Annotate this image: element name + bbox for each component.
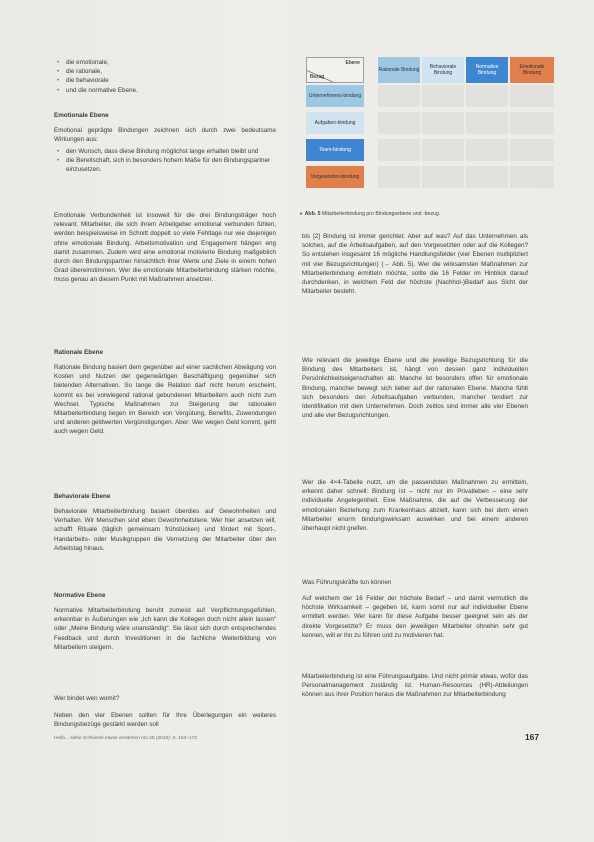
paragraph-right-5: Mitarbeiterbindung ist eine Führungsaufgabe. Und nicht primär etwas, wofür das Personalmanagement zuständig ist. Human-Resources (HR)-Abteilungen können aus ihrer Position heraus die Maßnahmen zur Mitarbeiterbindung xyxy=(302,673,528,699)
matrix-cell xyxy=(466,85,508,107)
matrix-cell xyxy=(466,139,508,161)
corner-label-bezug: Bezug xyxy=(310,74,325,80)
matrix-cell xyxy=(466,112,508,134)
matrix-cell xyxy=(466,166,508,188)
paragraph-right-4: Auf welchem der 16 Felder der höchste Bedarf – und damit vermutlich die höchste Wirksamkeit – gegeben ist, kann somit nur auf individueller Ebene ermittelt werden. Wer kann für diese Aufgabe besser geeignet sein als der direkte Vorgesetzte? Er muss den jeweiligen Mitarbeiter ohnehin sehr gut kennen, will er ihn zu führen und zu motivieren hat. xyxy=(302,595,528,639)
matrix-cell xyxy=(378,166,420,188)
list-item: • die Bereitschaft, sich in besonders hohem Maße für den Bindungspartner einzusetzen. xyxy=(54,156,276,174)
column-header-behavioral: Behaviorale Bindung xyxy=(422,57,464,83)
paragraph-right-1: bis [2] Bindung ist immer gerichtet: Aber auf was? Auf das Unternehmen als solches, auf die Arbeitsaufgaben, auf den Vorgesetzten oder auf die Kollegen? So entstehen insgesamt 16 mögliche Handlungsfelder (vier Ebenen multipliziert mit vier Bezugsrichtungen) (→ Abb. 5). Wer die wirksamsten Maßnahmen zur Mitarbeiterbindung ermitteln möchte, sollte die 16 Felder im Hinblick darauf durchdenken, in welchem Feld der höchste (Nachhol-)Bedarf aus Sicht der Mitarbeiter besteht. xyxy=(302,233,528,296)
binding-matrix-figure xyxy=(306,57,594,207)
paragraph-emotional-body: Emotionale Verbundenheit ist insoweit für die drei Bindungsträger hoch relevant. Mitarbeiter, die sich ihrem Arbeitgeber emotional verbunden fühlen, werden beispielsweise im Schnitt doppelt so viele Fehltage nur wie diejenigen ohne emotionale Bindung. Arbeitsmotivation und Engagement hängen eng damit zusammen. Zudem wird eine emotional motivierte Bindung maßgeblich durch den Bindungspartner hinsichtlich ihrer Werte und Ziele in einem hohen Grad übereinstimmen. Wer die emotionale Mitarbeiterbindung stärken möchte, muss genau an diesem Punkt mit Maßnahmen ansetzen. xyxy=(54,212,276,284)
list-item: • die behaviorale xyxy=(54,76,276,85)
paragraph-right-3: Wer die 4×4-Tabelle nutzt, um die passendsten Maßnahmen zu ermitteln, erkennt daher schnell: Bindung ist – nicht nur im Privatleben – eine sehr individuelle Angelegenheit. Eine Maßnahme, die auf die Verbesserung der emotionalen Beziehung zum Krankenhaus abzielt, kann sich bei dem einen Mitarbeiter enorm bindungswirksam auswirken und bei einem anderen überhaupt nicht greifen. xyxy=(302,479,528,533)
heading-emotional: Emotionale Ebene xyxy=(54,112,109,119)
matrix-cell xyxy=(510,112,554,134)
list-item: • und die normative Ebene. xyxy=(54,86,276,95)
matrix-cell xyxy=(378,112,420,134)
list-item: • die rationale, xyxy=(54,67,276,76)
matrix-cell xyxy=(422,85,464,107)
column-header-rational: Rationale Bindung xyxy=(378,57,420,83)
matrix-cell xyxy=(422,166,464,188)
caption-label: Abb. 5 xyxy=(304,211,321,217)
matrix-cell xyxy=(510,166,554,188)
heading-fuehrungskraefte: Was Führungskräfte tun können xyxy=(302,579,392,586)
paragraph-right-2: Wie relevant die jeweilige Ebene und die jeweilige Bezugsrichtung für die Bindung des Mitarbeiters ist, hängt von dessen ganz individuellen Persönlichkeitseigenschaften ab: Manche ist besonders offen für emotionale Bindung, mancher bewegt sich lieber auf der rationalen Ebene. Manche fühlt sich besonders den Arbeitsaufgaben verbunden, mancher tendiert zur Identifikation mit dem Unternehmen. Doch zeitlos sind immer alle vier Ebenen und alle vier Bezugsrichtungen. xyxy=(302,357,528,420)
footer-citation: Heilb... siehe Schlussel etwas verstehen hm 28 (2019): S. 163–173 xyxy=(54,736,197,741)
paragraph-rational: Rationale Bindung basiert dem gegenüber auf einer sachlichen Abwägung von Kosten und Nutzen der gegenwärtigen Beschäftigung gegenüber sich bietenden Alternativen. So lange die Relation darf nicht herum erscheint, kommt es bei vorwiegend rational gebundenen Mitarbeitern auch nicht zum Wechsel. Typische Maßnahmen zur Steigerung der rationalen Mitarbeiterbindung liegen im Bereich von Vergütung, Benefits, Zuwendungen und anderen geldwerten Vergünstigungen. Aber: Wer wegen Geld kommt, geht auch wegen Geld. xyxy=(54,364,276,436)
column-header-emotional: Emotionale Bindung xyxy=(510,57,554,83)
matrix-cell xyxy=(510,85,554,107)
emotional-bullet-list xyxy=(54,147,276,175)
heading-rational: Rationale Ebene xyxy=(54,349,103,356)
paragraph-emotional-intro: Emotional geprägte Bindungen zeichnen sich durch zwei bedeutsame Wirkungen aus: xyxy=(54,127,276,144)
caption-text: Mitarbeiterbindung pro Bindungsebene und -bezug. xyxy=(322,211,441,217)
heading-normative: Normative Ebene xyxy=(54,592,106,599)
figure-caption: ▸ Abb. 5 Mitarbeiterbindung pro Bindungsebene und -bezug. xyxy=(300,211,441,217)
matrix-cell xyxy=(510,139,554,161)
row-header-vorgesetzte: Vorgesetzten-bindung xyxy=(306,166,364,188)
paragraph-wer-bindet: Neben den vier Ebenen sollten für Ihre Überlegungen ein weiteres Bindungsbezüge gestärkt werden soll xyxy=(54,712,276,729)
matrix-cell xyxy=(422,112,464,134)
column-header-normative: Normative Bindung xyxy=(466,57,508,83)
corner-label-ebene: Ebene xyxy=(345,60,360,66)
intro-bullet-list xyxy=(54,58,276,95)
matrix-cell xyxy=(422,139,464,161)
list-item: • den Wunsch, dass diese Bindung möglichst lange erhalten bleibt und xyxy=(54,147,276,156)
row-header-aufgaben: Aufgaben-bindung xyxy=(306,112,364,134)
paragraph-behavioral: Behaviorale Mitarbeiterbindung basiert überdies auf Gewohnheiten und Verhalten. Wir Menschen sind eben Gewohnheitstiere. Wer hier ansetzen will, schafft Rituale (täglich gemeinsam frühstücken) und fördert mit Sport-, Handarbeits- oder Musikgruppen die Vernetzung der Mitarbeiter über den Arbeitstag hinaus. xyxy=(54,508,276,552)
matrix-cell xyxy=(378,139,420,161)
paragraph-normative: Normative Mitarbeiterbindung beruht zumeist auf Verpflichtungsgefühlen, erkennbar in Äußerungen wie „Ich kann die Kollegen doch nicht allein lassen“ oder „Meine Bindung wäre unanständig“. Sie lässt sich durch entsprechendes Feedback und durch Investitionen in die fachliche Weiterbildung von Mitarbeitern steigern. xyxy=(54,607,276,651)
heading-wer-bindet: Wer bindet wen womit? xyxy=(54,695,120,702)
list-item: • die emotionale, xyxy=(54,58,276,67)
page-number: 167 xyxy=(525,732,539,742)
matrix-corner xyxy=(306,57,364,83)
heading-behavioral: Behaviorale Ebene xyxy=(54,493,111,500)
row-header-team: Team-bindung xyxy=(306,139,364,161)
row-header-unternehmen: Unternehmens-bindung xyxy=(306,85,364,107)
matrix-cell xyxy=(378,85,420,107)
